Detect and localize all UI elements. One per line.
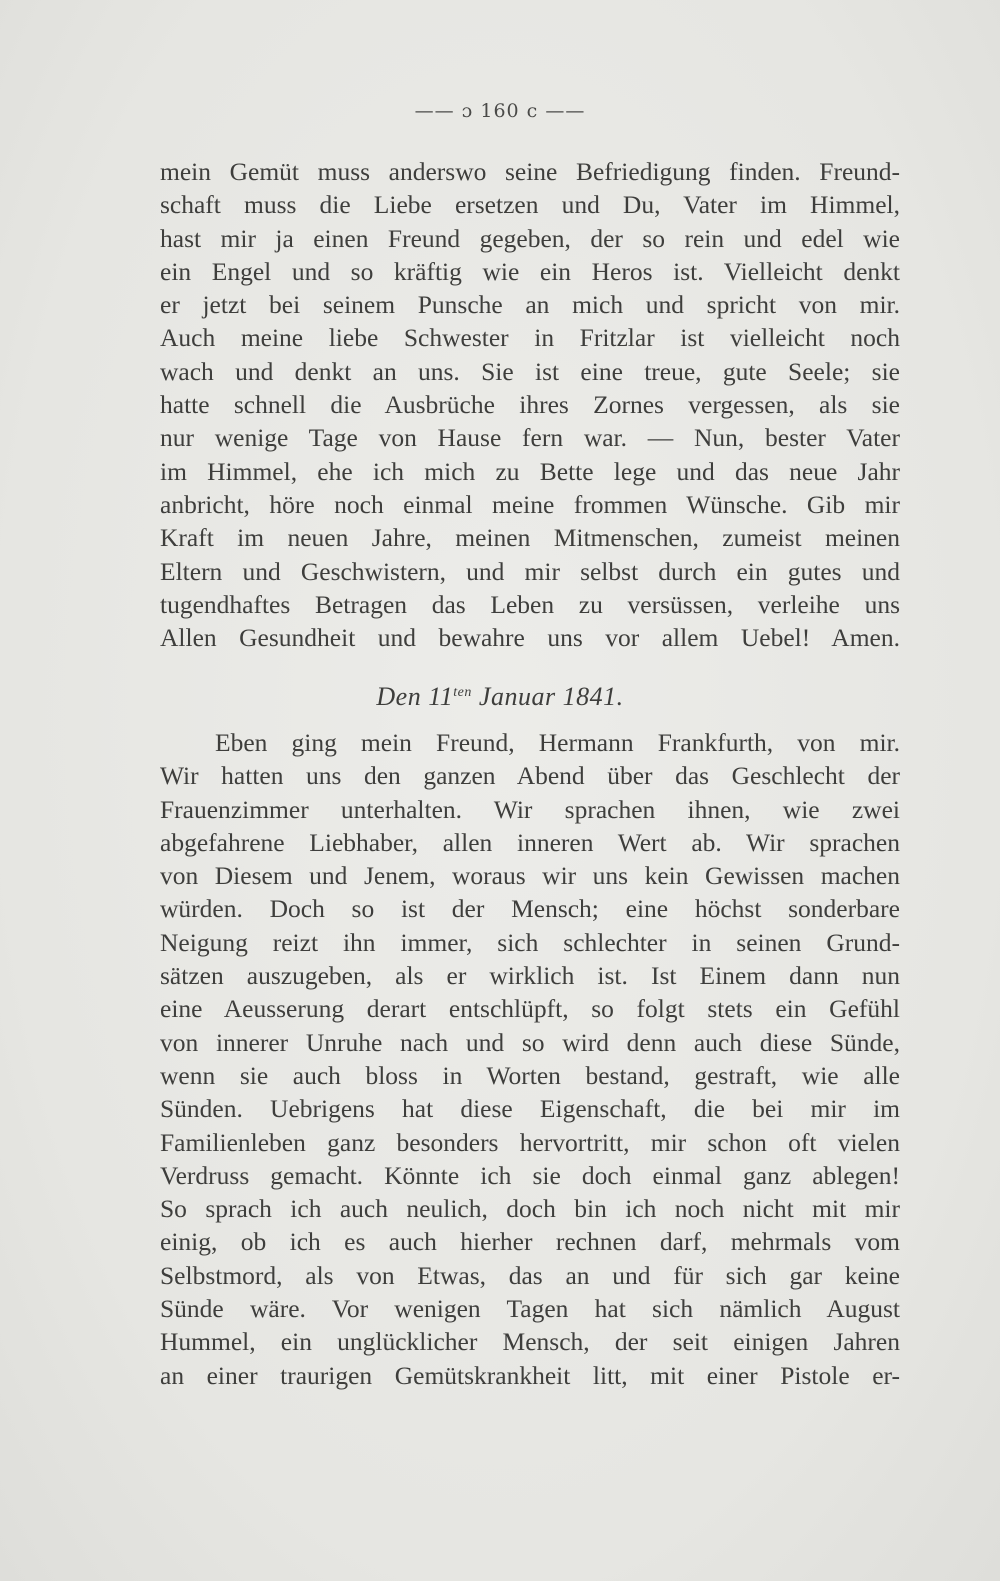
text-line: Neigung reizt ihn immer, sich schlechter in seinen Grund- xyxy=(160,927,900,957)
heading-day-suffix: ten xyxy=(453,685,472,700)
text-line: von Diesem und Jenem, woraus wir uns kein Gewissen machen xyxy=(160,861,900,891)
text-line: Allen Gesundheit und bewahre uns vor allem Uebel! Amen. xyxy=(160,623,900,653)
text-line: abgefahrene Liebhaber, allen inneren Wert ab. Wir sprachen xyxy=(160,827,900,857)
heading-day: Den 11 xyxy=(376,682,454,711)
text-line: Auch meine liebe Schwester in Fritzlar ist vielleicht noch xyxy=(160,323,900,353)
text-line: So sprach ich auch neulich, doch bin ich noch nicht mit mir xyxy=(160,1194,900,1224)
diary-date-heading xyxy=(0,682,1000,712)
text-line: Familienleben ganz besonders hervortritt, mir schon oft vielen xyxy=(160,1127,900,1157)
text-line: Wir hatten uns den ganzen Abend über das Geschlecht der xyxy=(160,761,900,791)
heading-month-year: Januar 1841. xyxy=(471,682,624,711)
text-line: wach und denkt an uns. Sie ist eine treue, gute Seele; sie xyxy=(160,356,900,386)
text-line: schaft muss die Liebe ersetzen und Du, Vater im Himmel, xyxy=(160,190,900,220)
paragraph-january-entry xyxy=(160,726,900,1392)
text-line: Eben ging mein Freund, Hermann Frankfurth, von mir. xyxy=(215,728,900,757)
text-line: einig, ob ich es auch hierher rechnen darf, mehrmals vom xyxy=(160,1227,900,1257)
text-line: würden. Doch so ist der Mensch; eine höchst sonderbare xyxy=(160,894,900,924)
text-line: eine Aeusserung derart entschlüpft, so folgt stets ein Gefühl xyxy=(160,994,900,1024)
text-line: er jetzt bei seinem Punsche an mich und spricht von mir. xyxy=(160,290,900,320)
text-line: tugendhaftes Betragen das Leben zu versüssen, verleihe uns xyxy=(160,589,900,619)
text-line: Eltern und Geschwistern, und mir selbst durch ein gutes und xyxy=(160,556,900,586)
text-line: Hummel, ein unglücklicher Mensch, der seit einigen Jahren xyxy=(160,1327,900,1357)
page-number-header: —— ɔ 160 c —— xyxy=(414,100,586,122)
text-line: hatte schnell die Ausbrüche ihres Zornes vergessen, als sie xyxy=(160,390,900,420)
paragraph-new-year xyxy=(160,155,900,654)
text-line: Verdruss gemacht. Könnte ich sie doch einmal ganz ablegen! xyxy=(160,1160,900,1190)
text-line: mein Gemüt muss anderswo seine Befriedigung finden. Freund- xyxy=(160,157,900,186)
text-line: Kraft im neuen Jahre, meinen Mitmenschen, zumeist meinen xyxy=(160,523,900,553)
text-line: an einer traurigen Gemütskrankheit litt, mit einer Pistole er- xyxy=(160,1360,900,1390)
text-line: von innerer Unruhe nach und so wird denn auch diese Sünde, xyxy=(160,1027,900,1057)
text-line: nur wenige Tage von Hause fern war. — Nun, bester Vater xyxy=(160,423,900,453)
text-line: anbricht, höre noch einmal meine frommen Wünsche. Gib mir xyxy=(160,489,900,519)
text-line: ein Engel und so kräftig wie ein Heros ist. Vielleicht denkt xyxy=(160,256,900,286)
text-line: im Himmel, ehe ich mich zu Bette lege und das neue Jahr xyxy=(160,456,900,486)
text-line: Selbstmord, als von Etwas, das an und für sich gar keine xyxy=(160,1260,900,1290)
text-line: Frauenzimmer unterhalten. Wir sprachen ihnen, wie zwei xyxy=(160,794,900,824)
text-line: Sünde wäre. Vor wenigen Tagen hat sich nämlich August xyxy=(160,1294,900,1324)
text-line: Sünden. Uebrigens hat diese Eigenschaft, die bei mir im xyxy=(160,1094,900,1124)
text-line: wenn sie auch bloss in Worten bestand, gestraft, wie alle xyxy=(160,1060,900,1090)
text-line: sätzen auszugeben, als er wirklich ist. Ist Einem dann nun xyxy=(160,961,900,991)
text-line: hast mir ja einen Freund gegeben, der so rein und edel wie xyxy=(160,223,900,253)
